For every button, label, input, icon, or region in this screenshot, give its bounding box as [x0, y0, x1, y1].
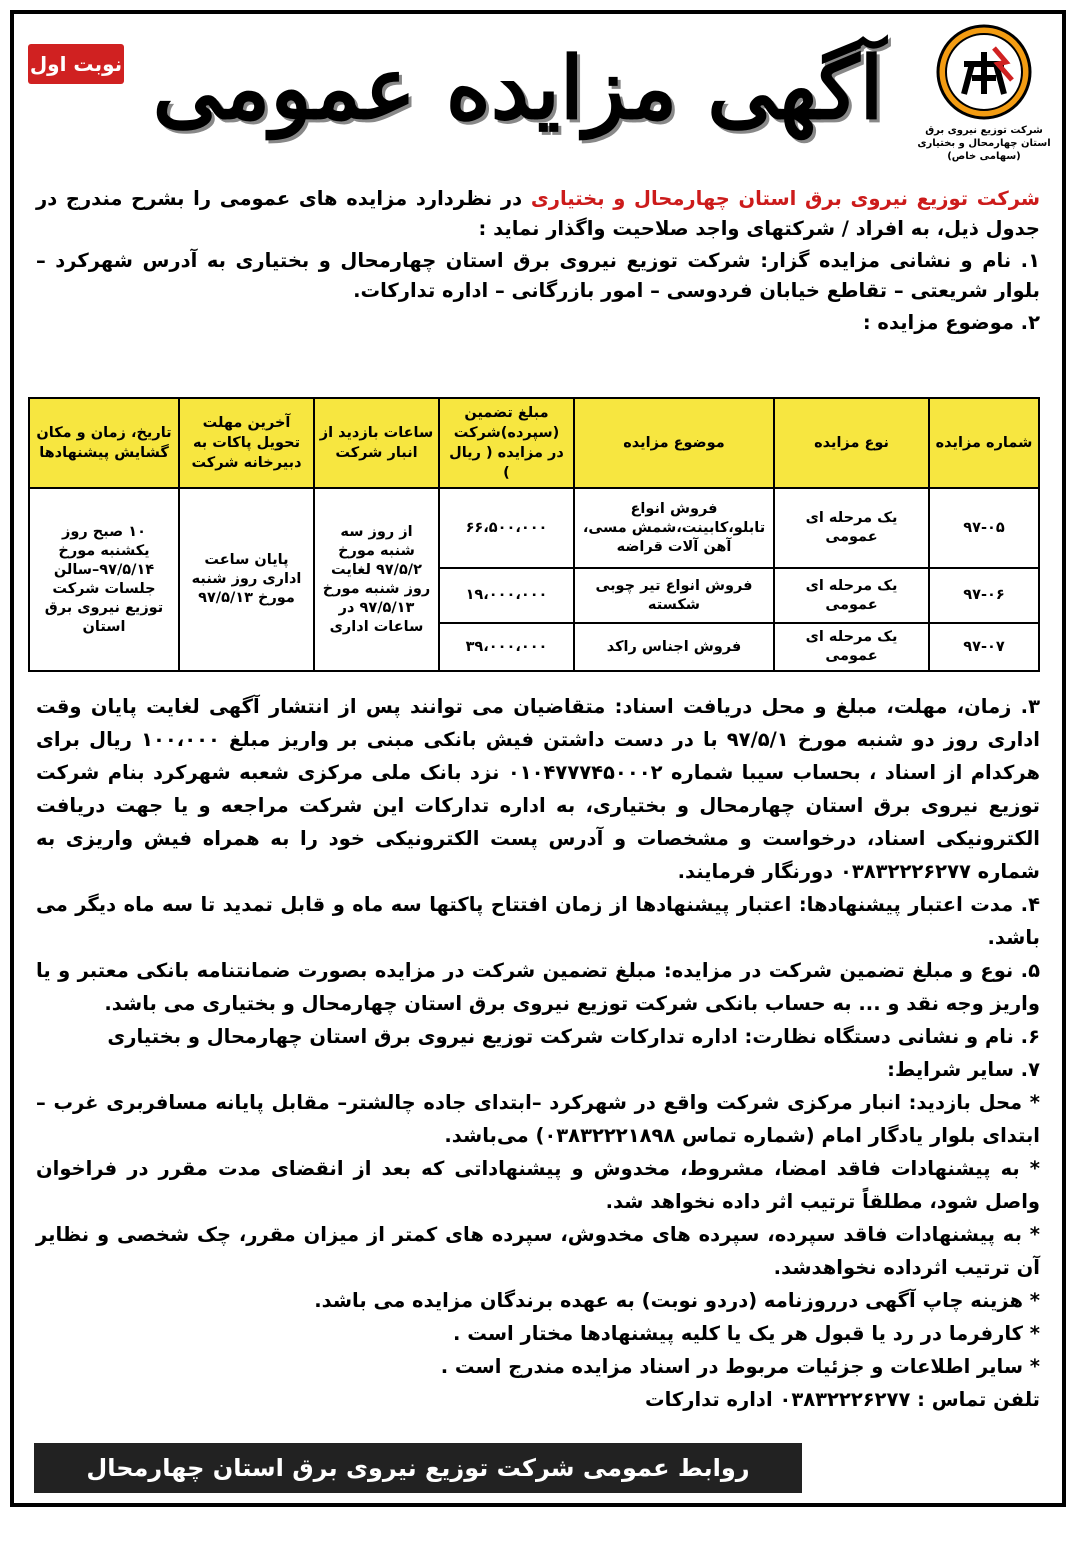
cell-number: ۹۷-۰۶: [929, 568, 1039, 623]
condition-unsigned-bids: * به پیشنهادات فاقد امضا، مشروط، مخدوش و پیشنهاداتی که بعد از انقضای مدت مقرر در فراخوان واصل شود، مطلقاً ترتیب اثر داده نخواهد شد.: [36, 1157, 1040, 1213]
cell-subject: فروش اجناس راکد: [574, 623, 774, 671]
item-1: ۱. نام و نشانی مزایده گزار: شرکت توزیع نیروی برق استان چهارمحال و بختیاری به آدرس شهرکرد – بلوار شریعتی – تقاطع خیابان فردوسی – امور بازرگانی – اداره تدارکات.: [36, 249, 1040, 302]
condition-visit-location: * محل بازدید: انبار مرکزی شرکت واقع در شهرکرد –ابتدای جاده چالشتر– مقابل پایانه مسافربری غرب –ابتدای بلوار یادگار امام (شماره تماس ۰۳۸۳۲۲۲۱۸۹۸) می‌باشد.: [36, 1091, 1040, 1147]
auction-table: [28, 397, 1040, 672]
item-3: ۳. زمان، مهلت، مبلغ و محل دریافت اسناد: متقاضیان می توانند پس از انتشار آگهی لغایت پایان وقت اداری روز دو شنبه مورخ ۹۷/۵/۱ با در دست داشتن فیش بانکی مبنی بر واریز مبلغ ۱۰۰،۰۰۰ ریال برای هرکدام از اسناد ، بحساب سیبا شماره ۰۱۰۴۷۷۷۴۵۰۰۰۲ نزد بانک ملی مرکزی شعبه شهرکرد بنام شرکت توزیع نیروی برق استان چهارمحال و بختیاری، به اداره تدارکات این شرکت مراجعه و یا جهت دریافت الکترونیکی اسناد، درخواست و مشخصات و آدرس پست الکترونیکی خود را به همراه فیش واریزی به شماره ۰۳۸۳۲۲۲۶۲۷۷ دورنگار فرمایند.: [36, 695, 1040, 883]
header: [14, 14, 1062, 169]
cell-subject: فروش انواع تابلو،کابینت،شمش مسی، آهن آلات قراضه: [574, 488, 774, 568]
company-name: شرکت توزیع نیروی برق استان چهارمحال و بختیاری: [530, 187, 1041, 210]
condition-employer-rights: * کارفرما در رد یا قبول هر یک یا کلیه پیشنهادها مختار است .: [453, 1322, 1040, 1345]
cell-type: یک مرحله ای عمومی: [774, 568, 929, 623]
advertisement-page: [10, 10, 1066, 1532]
company-logo-text: شرکت توزیع نیروی برق استان چهارمحال و بختیاری (سهامی خاص): [917, 125, 1051, 162]
cell-opening: ۱۰ صبح روز یکشنبه مورخ ۹۷/۵/۱۴–سالن جلسات شرکت توزیع نیروی برق استان: [29, 488, 179, 671]
intro-paragraph: [36, 184, 1040, 244]
cell-deposit: ۶۶،۵۰۰،۰۰۰: [439, 488, 574, 568]
header-type: نوع مزایده: [774, 398, 929, 488]
header-deadline: آخرین مهلت تحویل پاکات به دبیرخانه شرکت: [179, 398, 314, 488]
cell-deposit: ۱۹،۰۰۰،۰۰۰: [439, 568, 574, 623]
public-relations-banner: روابط عمومی شرکت توزیع نیروی برق استان چهارمحال وبختیاری: [34, 1443, 802, 1493]
item-5: ۵. نوع و مبلغ تضمین شرکت در مزایده: مبلغ تضمین شرکت در مزایده بصورت ضمانتنامه بانکی معتبر و یا واریز وجه نقد و ... به حساب بانکی شرکت توزیع نیروی برق استان چهارمحال و بختیاری می باشد.: [36, 959, 1040, 1015]
condition-ad-cost: * هزینه چاپ آگهی درروزنامه (دردو نوبت) به عهده برندگان مزایده می باشد.: [314, 1289, 1040, 1312]
company-logo: [914, 22, 1054, 162]
item-2: ۲. موضوع مزایده :: [862, 311, 1040, 334]
header-deposit: مبلغ تضمین (سپرده)شرکت در مزایده ( ریال ): [439, 398, 574, 488]
table-header-row: [29, 398, 1039, 488]
power-company-logo-icon: [934, 22, 1034, 122]
condition-more-info: * سایر اطلاعات و جزئیات مربوط در اسناد مزایده مندرج است .: [440, 1355, 1040, 1378]
footer: [14, 1433, 1062, 1532]
cell-subject: فروش انواع تیر چوبی شکسته: [574, 568, 774, 623]
condition-deposit: * به پیشنهادات فاقد سپرده، سپرده های مخدوش، سپرده های کمتر از میزان مقرر، چک شخصی و نظایر آن ترتیب اثرداده نخواهدشد.: [36, 1223, 1040, 1279]
cell-deposit: ۳۹،۰۰۰،۰۰۰: [439, 623, 574, 671]
conditions-section: [36, 690, 1040, 1416]
cell-type: یک مرحله ای عمومی: [774, 623, 929, 671]
intro-text: در نظردارد مزایده های عمومی را بشرح مندرج در جدول ذیل، به افراد / شرکتهای واجد صلاحیت واگذار نماید :: [36, 187, 1040, 240]
cell-number: ۹۷-۰۵: [929, 488, 1039, 568]
item-4: ۴. مدت اعتبار پیشنهادها: اعتبار پیشنهادها از زمان افتتاح پاکتها سه ماه و قابل تمدید تا سه ماه دیگر می باشد.: [36, 893, 1040, 949]
intro-section: [36, 184, 1040, 340]
issue-badge: نوبت اول: [28, 44, 124, 84]
contact-phone: تلفن تماس : ۰۳۸۳۲۲۲۶۲۷۷ اداره تدارکات: [644, 1388, 1040, 1411]
cell-number: ۹۷-۰۷: [929, 623, 1039, 671]
table-row: [29, 488, 1039, 568]
page-title: آگهی مزایده عمومی: [152, 38, 884, 139]
header-subject: موضوع مزایده: [574, 398, 774, 488]
item-6: ۶. نام و نشانی دستگاه نظارت: اداره تدارکات شرکت توزیع نیروی برق استان چهارمحال و بختیاری: [107, 1025, 1040, 1048]
cell-type: یک مرحله ای عمومی: [774, 488, 929, 568]
header-opening: تاریخ، زمان و مکان گشایش پیشنهادها: [29, 398, 179, 488]
item-7: ۷. سایر شرایط:: [887, 1058, 1040, 1081]
header-visit: ساعات بازدید از انبار شرکت: [314, 398, 439, 488]
header-number: شماره مزایده: [929, 398, 1039, 488]
cell-deadline: پایان ساعت اداری روز شنبه مورخ ۹۷/۵/۱۳: [179, 488, 314, 671]
cell-visit-hours: از روز سه شنبه مورخ ۹۷/۵/۲ لغایت روز شنبه مورخ ۹۷/۵/۱۳ در ساعات اداری: [314, 488, 439, 671]
